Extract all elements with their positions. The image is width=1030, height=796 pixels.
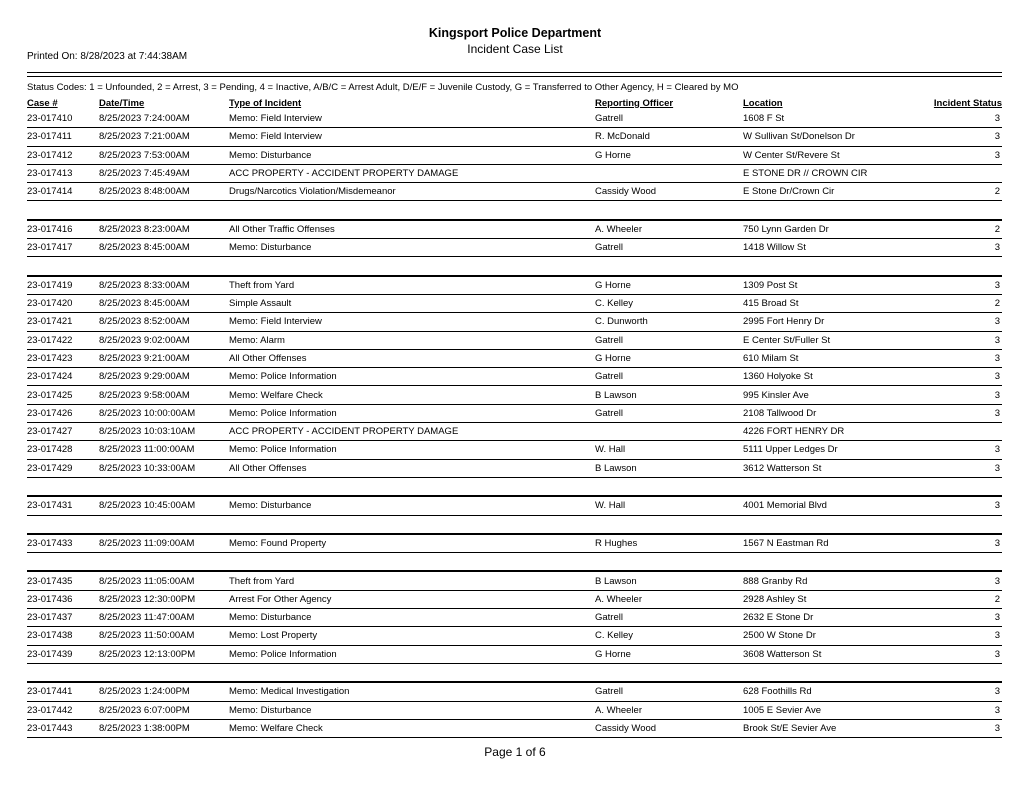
table-body xyxy=(27,110,1002,738)
cell-datetime: 8/25/2023 7:24:00AM xyxy=(99,110,229,128)
cell-status: 3 xyxy=(928,645,1002,663)
cell-case: 23-017428 xyxy=(27,441,99,459)
cell-location: E STONE DR // CROWN CIR xyxy=(743,164,928,182)
cell-type: All Other Offenses xyxy=(229,349,595,367)
cell-location: 1309 Post St xyxy=(743,276,928,295)
cell-type: Memo: Police Information xyxy=(229,441,595,459)
cell-officer: A. Wheeler xyxy=(595,701,743,719)
cell-location: 1608 F St xyxy=(743,110,928,128)
cell-status: 3 xyxy=(928,349,1002,367)
cell-officer: Gatrell xyxy=(595,110,743,128)
cell-case: 23-017427 xyxy=(27,423,99,441)
cell-datetime: 8/25/2023 10:33:00AM xyxy=(99,459,229,477)
cell-datetime: 8/25/2023 8:45:00AM xyxy=(99,294,229,312)
col-header-officer: Reporting Officer xyxy=(595,97,674,109)
table-row xyxy=(27,183,1002,201)
cell-case: 23-017426 xyxy=(27,404,99,422)
cell-officer: Gatrell xyxy=(595,331,743,349)
cell-location: W Sullivan St/Donelson Dr xyxy=(743,128,928,146)
cell-status: 3 xyxy=(928,441,1002,459)
table-row xyxy=(27,110,1002,128)
gap-cell xyxy=(27,477,1002,496)
cell-datetime: 8/25/2023 7:45:49AM xyxy=(99,164,229,182)
cell-datetime: 8/25/2023 6:07:00PM xyxy=(99,701,229,719)
cell-officer xyxy=(595,164,743,182)
cell-case: 23-017414 xyxy=(27,183,99,201)
cell-status: 3 xyxy=(928,331,1002,349)
cell-officer: G Horne xyxy=(595,276,743,295)
table-row xyxy=(27,609,1002,627)
cell-type: ACC PROPERTY - ACCIDENT PROPERTY DAMAGE xyxy=(229,423,595,441)
cell-type: Memo: Alarm xyxy=(229,331,595,349)
cell-datetime: 8/25/2023 8:52:00AM xyxy=(99,313,229,331)
cell-status: 3 xyxy=(928,313,1002,331)
cell-officer: Cassidy Wood xyxy=(595,183,743,201)
cell-officer: C. Kelley xyxy=(595,294,743,312)
table-row xyxy=(27,404,1002,422)
cell-officer: B Lawson xyxy=(595,459,743,477)
cell-location: Brook St/E Sevier Ave xyxy=(743,719,928,737)
cell-case: 23-017410 xyxy=(27,110,99,128)
cell-officer: C. Dunworth xyxy=(595,313,743,331)
cell-location: 3612 Watterson St xyxy=(743,459,928,477)
table-row xyxy=(27,423,1002,441)
table-row xyxy=(27,571,1002,590)
cell-datetime: 8/25/2023 1:38:00PM xyxy=(99,719,229,737)
gap-cell xyxy=(27,663,1002,682)
cell-type: ACC PROPERTY - ACCIDENT PROPERTY DAMAGE xyxy=(229,164,595,182)
cell-status: 2 xyxy=(928,220,1002,239)
cell-datetime: 8/25/2023 8:33:00AM xyxy=(99,276,229,295)
cell-case: 23-017423 xyxy=(27,349,99,367)
cell-type: Memo: Disturbance xyxy=(229,496,595,515)
cell-status: 3 xyxy=(928,701,1002,719)
cell-case: 23-017420 xyxy=(27,294,99,312)
cell-location: 2500 W Stone Dr xyxy=(743,627,928,645)
table-row xyxy=(27,239,1002,257)
cell-type: Memo: Disturbance xyxy=(229,609,595,627)
cell-type: All Other Offenses xyxy=(229,459,595,477)
table-row xyxy=(27,459,1002,477)
table-row xyxy=(27,164,1002,182)
table-row xyxy=(27,627,1002,645)
cell-datetime: 8/25/2023 7:21:00AM xyxy=(99,128,229,146)
cell-type: Memo: Police Information xyxy=(229,404,595,422)
cell-status: 3 xyxy=(928,534,1002,553)
cell-officer: Gatrell xyxy=(595,404,743,422)
cell-officer: W. Hall xyxy=(595,441,743,459)
cell-officer: G Horne xyxy=(595,349,743,367)
cell-type: Memo: Police Information xyxy=(229,645,595,663)
cell-status xyxy=(928,423,1002,441)
cell-type: All Other Traffic Offenses xyxy=(229,220,595,239)
cell-datetime: 8/25/2023 11:05:00AM xyxy=(99,571,229,590)
cell-status: 3 xyxy=(928,276,1002,295)
cell-officer xyxy=(595,423,743,441)
cell-location: 2632 E Stone Dr xyxy=(743,609,928,627)
cell-case: 23-017439 xyxy=(27,645,99,663)
cell-case: 23-017429 xyxy=(27,459,99,477)
cell-officer: Gatrell xyxy=(595,239,743,257)
cell-status: 3 xyxy=(928,146,1002,164)
cell-datetime: 8/25/2023 11:09:00AM xyxy=(99,534,229,553)
gap-cell xyxy=(27,201,1002,220)
cell-officer: W. Hall xyxy=(595,496,743,515)
cell-officer: B Lawson xyxy=(595,386,743,404)
cell-type: Memo: Police Information xyxy=(229,368,595,386)
cell-datetime: 8/25/2023 9:58:00AM xyxy=(99,386,229,404)
cell-officer: A. Wheeler xyxy=(595,590,743,608)
col-header-case: Case # xyxy=(27,97,58,109)
col-header-type: Type of Incident xyxy=(229,97,302,109)
cell-officer: R Hughes xyxy=(595,534,743,553)
cell-datetime: 8/25/2023 11:00:00AM xyxy=(99,441,229,459)
cell-datetime: 8/25/2023 10:00:00AM xyxy=(99,404,229,422)
cell-location: 415 Broad St xyxy=(743,294,928,312)
cell-officer: B Lawson xyxy=(595,571,743,590)
cell-type: Memo: Field Interview xyxy=(229,110,595,128)
section-gap xyxy=(27,477,1002,496)
incident-table xyxy=(27,96,1002,738)
cell-type: Memo: Found Property xyxy=(229,534,595,553)
cell-status: 3 xyxy=(928,386,1002,404)
cell-status: 2 xyxy=(928,590,1002,608)
cell-type: Arrest For Other Agency xyxy=(229,590,595,608)
status-codes-legend: Status Codes: 1 = Unfounded, 2 = Arrest, 3 = Pending, 4 = Inactive, A/B/C = Arrest Adult, D/E/F = Juvenile Custody, G = Transferred to Other Agency, H = Cleared by MO xyxy=(27,82,739,93)
cell-case: 23-017436 xyxy=(27,590,99,608)
page-subtitle: Incident Case List xyxy=(467,42,563,56)
cell-location: 4001 Memorial Blvd xyxy=(743,496,928,515)
cell-officer: Gatrell xyxy=(595,682,743,701)
cell-status: 3 xyxy=(928,627,1002,645)
cell-location: 1360 Holyoke St xyxy=(743,368,928,386)
table-row xyxy=(27,719,1002,737)
header-rule-top xyxy=(27,72,1002,73)
printed-on: Printed On: 8/28/2023 at 7:44:38AM xyxy=(27,51,188,62)
cell-officer: Gatrell xyxy=(595,609,743,627)
cell-type: Memo: Lost Property xyxy=(229,627,595,645)
table-row xyxy=(27,386,1002,404)
cell-status: 3 xyxy=(928,682,1002,701)
col-header-status: Incident Status xyxy=(933,97,1002,109)
cell-type: Memo: Disturbance xyxy=(229,239,595,257)
cell-type: Simple Assault xyxy=(229,294,595,312)
table-row xyxy=(27,349,1002,367)
cell-officer: Cassidy Wood xyxy=(595,719,743,737)
cell-case: 23-017435 xyxy=(27,571,99,590)
cell-datetime: 8/25/2023 10:45:00AM xyxy=(99,496,229,515)
header-rule-bottom xyxy=(27,76,1002,77)
cell-datetime: 8/25/2023 11:50:00AM xyxy=(99,627,229,645)
cell-case: 23-017413 xyxy=(27,164,99,182)
cell-location: 750 Lynn Garden Dr xyxy=(743,220,928,239)
cell-datetime: 8/25/2023 8:45:00AM xyxy=(99,239,229,257)
cell-location: E Stone Dr/Crown Cir xyxy=(743,183,928,201)
cell-datetime: 8/25/2023 12:13:00PM xyxy=(99,645,229,663)
cell-location: 628 Foothills Rd xyxy=(743,682,928,701)
cell-location: 5111 Upper Ledges Dr xyxy=(743,441,928,459)
cell-location: 2995 Fort Henry Dr xyxy=(743,313,928,331)
cell-type: Theft from Yard xyxy=(229,571,595,590)
table-row xyxy=(27,590,1002,608)
cell-location: 2108 Tallwood Dr xyxy=(743,404,928,422)
cell-status: 3 xyxy=(928,719,1002,737)
cell-case: 23-017431 xyxy=(27,496,99,515)
cell-case: 23-017437 xyxy=(27,609,99,627)
table-row xyxy=(27,701,1002,719)
cell-status: 3 xyxy=(928,459,1002,477)
cell-location: 2928 Ashley St xyxy=(743,590,928,608)
table-row xyxy=(27,128,1002,146)
cell-case: 23-017422 xyxy=(27,331,99,349)
table-row xyxy=(27,220,1002,239)
cell-status: 3 xyxy=(928,239,1002,257)
cell-officer: G Horne xyxy=(595,645,743,663)
cell-officer: Gatrell xyxy=(595,368,743,386)
cell-type: Memo: Welfare Check xyxy=(229,719,595,737)
table-row xyxy=(27,534,1002,553)
cell-location: 3608 Watterson St xyxy=(743,645,928,663)
cell-case: 23-017442 xyxy=(27,701,99,719)
cell-location: E Center St/Fuller St xyxy=(743,331,928,349)
cell-officer: C. Kelley xyxy=(595,627,743,645)
cell-status: 2 xyxy=(928,294,1002,312)
cell-officer: R. McDonald xyxy=(595,128,743,146)
cell-datetime: 8/25/2023 11:47:00AM xyxy=(99,609,229,627)
cell-type: Memo: Welfare Check xyxy=(229,386,595,404)
cell-officer: A. Wheeler xyxy=(595,220,743,239)
cell-status xyxy=(928,164,1002,182)
cell-officer: G Horne xyxy=(595,146,743,164)
cell-location: 1418 Willow St xyxy=(743,239,928,257)
cell-datetime: 8/25/2023 10:03:10AM xyxy=(99,423,229,441)
table-row xyxy=(27,276,1002,295)
cell-datetime: 8/25/2023 8:23:00AM xyxy=(99,220,229,239)
cell-type: Memo: Field Interview xyxy=(229,128,595,146)
cell-case: 23-017421 xyxy=(27,313,99,331)
page-title: Kingsport Police Department xyxy=(428,26,602,40)
cell-location: 888 Granby Rd xyxy=(743,571,928,590)
cell-datetime: 8/25/2023 8:48:00AM xyxy=(99,183,229,201)
gap-cell xyxy=(27,257,1002,276)
cell-case: 23-017441 xyxy=(27,682,99,701)
table-header-row xyxy=(27,96,1002,110)
cell-type: Drugs/Narcotics Violation/Misdemeanor xyxy=(229,183,595,201)
cell-datetime: 8/25/2023 9:29:00AM xyxy=(99,368,229,386)
cell-case: 23-017438 xyxy=(27,627,99,645)
cell-datetime: 8/25/2023 7:53:00AM xyxy=(99,146,229,164)
page-number: Page 1 of 6 xyxy=(484,745,546,759)
table-row xyxy=(27,441,1002,459)
cell-case: 23-017425 xyxy=(27,386,99,404)
cell-status: 3 xyxy=(928,609,1002,627)
cell-case: 23-017411 xyxy=(27,128,99,146)
cell-datetime: 8/25/2023 12:30:00PM xyxy=(99,590,229,608)
cell-type: Memo: Medical Investigation xyxy=(229,682,595,701)
table-row xyxy=(27,294,1002,312)
section-gap xyxy=(27,257,1002,276)
cell-case: 23-017419 xyxy=(27,276,99,295)
cell-status: 3 xyxy=(928,110,1002,128)
cell-location: W Center St/Revere St xyxy=(743,146,928,164)
cell-case: 23-017416 xyxy=(27,220,99,239)
cell-status: 3 xyxy=(928,368,1002,386)
table-row xyxy=(27,368,1002,386)
cell-case: 23-017412 xyxy=(27,146,99,164)
cell-location: 4226 FORT HENRY DR xyxy=(743,423,928,441)
cell-location: 610 Milam St xyxy=(743,349,928,367)
table-row xyxy=(27,331,1002,349)
col-header-location: Location xyxy=(743,97,783,109)
gap-cell xyxy=(27,553,1002,572)
table-row xyxy=(27,645,1002,663)
cell-datetime: 8/25/2023 9:02:00AM xyxy=(99,331,229,349)
cell-status: 3 xyxy=(928,404,1002,422)
cell-datetime: 8/25/2023 1:24:00PM xyxy=(99,682,229,701)
table-row xyxy=(27,146,1002,164)
cell-case: 23-017443 xyxy=(27,719,99,737)
cell-type: Memo: Disturbance xyxy=(229,701,595,719)
cell-location: 995 Kinsler Ave xyxy=(743,386,928,404)
section-gap xyxy=(27,553,1002,572)
cell-case: 23-017424 xyxy=(27,368,99,386)
cell-location: 1567 N Eastman Rd xyxy=(743,534,928,553)
cell-datetime: 8/25/2023 9:21:00AM xyxy=(99,349,229,367)
cell-type: Theft from Yard xyxy=(229,276,595,295)
cell-case: 23-017417 xyxy=(27,239,99,257)
cell-type: Memo: Disturbance xyxy=(229,146,595,164)
section-gap xyxy=(27,663,1002,682)
table-row xyxy=(27,313,1002,331)
cell-type: Memo: Field Interview xyxy=(229,313,595,331)
cell-status: 3 xyxy=(928,571,1002,590)
section-gap xyxy=(27,515,1002,534)
col-header-datetime: Date/Time xyxy=(99,97,145,109)
cell-status: 2 xyxy=(928,183,1002,201)
section-gap xyxy=(27,201,1002,220)
cell-status: 3 xyxy=(928,496,1002,515)
cell-case: 23-017433 xyxy=(27,534,99,553)
table-row xyxy=(27,496,1002,515)
table-row xyxy=(27,682,1002,701)
gap-cell xyxy=(27,515,1002,534)
cell-location: 1005 E Sevier Ave xyxy=(743,701,928,719)
cell-status: 3 xyxy=(928,128,1002,146)
